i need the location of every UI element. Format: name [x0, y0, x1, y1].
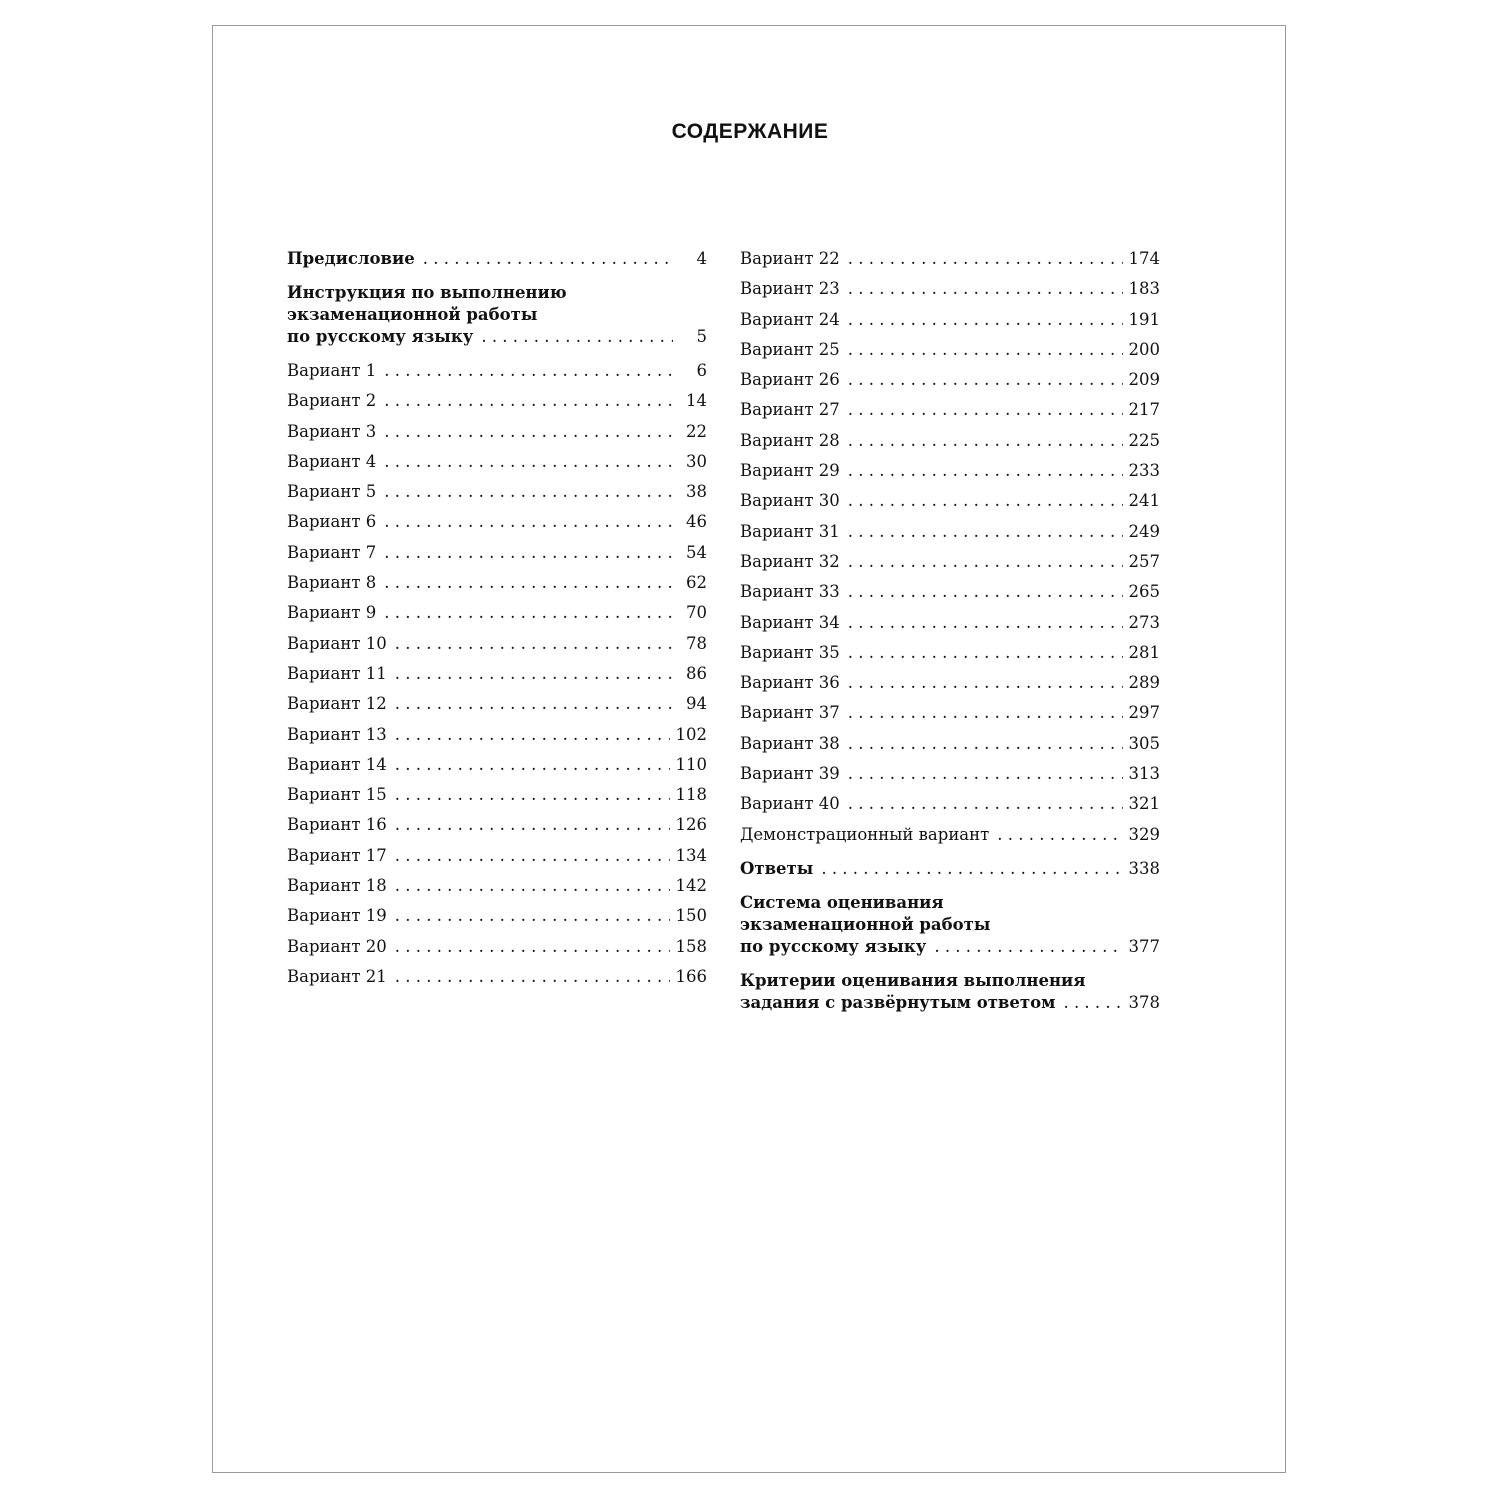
toc-entry-line — [740, 490, 1160, 512]
toc-entry-line — [287, 875, 707, 897]
toc-entry-label: Вариант 13 — [287, 724, 387, 744]
toc-entry-line — [740, 581, 1160, 603]
toc-entry-line — [287, 633, 707, 655]
dot-leader — [384, 451, 673, 473]
toc-entry-label: Вариант 30 — [740, 491, 840, 511]
toc-entry-label: Вариант 16 — [287, 815, 387, 835]
toc-entry-page-number: 166 — [675, 966, 707, 986]
toc-entry-line — [287, 572, 707, 594]
dot-leader — [848, 672, 1123, 694]
toc-entry-line — [287, 451, 707, 473]
toc-entry-page-number: 134 — [675, 845, 707, 865]
toc-entry-label: Вариант 32 — [740, 551, 840, 571]
page-title: СОДЕРЖАНИЕ — [671, 120, 829, 143]
toc-entry-label: Вариант 11 — [287, 663, 387, 683]
toc-entry — [740, 672, 1160, 694]
toc-entry-line — [287, 693, 707, 715]
toc-entry-page-number: 110 — [675, 754, 707, 774]
toc-entry-page-number: 46 — [686, 512, 707, 532]
toc-entry-line — [287, 724, 707, 746]
toc-entry-line — [287, 421, 707, 443]
toc-entry-label: Вариант 24 — [740, 309, 840, 329]
toc-entry — [287, 693, 707, 715]
toc-entry — [740, 521, 1160, 543]
dot-leader — [395, 875, 670, 897]
toc-entry-line — [740, 612, 1160, 634]
dot-leader — [848, 733, 1123, 755]
toc-entry-page-number: 191 — [1128, 309, 1160, 329]
toc-entry-line — [740, 733, 1160, 755]
toc-entry — [287, 282, 707, 348]
dot-leader — [395, 845, 670, 867]
toc-entry — [287, 360, 707, 382]
toc-entry-page-number: 94 — [686, 694, 707, 714]
toc-entry-label: Вариант 39 — [740, 764, 840, 784]
toc-entry-line — [287, 966, 707, 988]
dot-leader — [384, 602, 673, 624]
toc-entry — [287, 542, 707, 564]
toc-entry — [740, 369, 1160, 391]
toc-entry — [740, 430, 1160, 452]
toc-entry-label: Вариант 33 — [740, 582, 840, 602]
toc-entry — [740, 793, 1160, 815]
toc-entry-page-number: 102 — [675, 724, 707, 744]
dot-leader — [384, 360, 673, 382]
toc-entry-page-number: 62 — [686, 573, 707, 593]
toc-entry-label: Вариант 31 — [740, 521, 840, 541]
toc-entry — [287, 905, 707, 927]
toc-entry — [287, 421, 707, 443]
dot-leader — [934, 936, 1122, 958]
toc-entry-page-number: 217 — [1128, 400, 1160, 420]
toc-entry-line — [740, 369, 1160, 391]
dot-leader — [848, 339, 1123, 361]
dot-leader — [395, 905, 670, 927]
toc-entry-label: Вариант 38 — [740, 733, 840, 753]
toc-entry-label: задания с развёрнутым ответом — [740, 992, 1056, 1012]
toc-entry-line — [740, 399, 1160, 421]
toc-entry-page-number: 273 — [1128, 612, 1160, 632]
toc-entry-label: Вариант 12 — [287, 694, 387, 714]
toc-entry-label: Вариант 22 — [740, 249, 840, 268]
toc-entry-line — [287, 754, 707, 776]
dot-leader — [395, 633, 673, 655]
toc-entry-label: Вариант 36 — [740, 673, 840, 693]
toc-entry-page-number: 265 — [1128, 582, 1160, 602]
toc-entry-page-number: 126 — [675, 815, 707, 835]
toc-entry — [287, 633, 707, 655]
toc-entry-page-number: 338 — [1128, 858, 1160, 878]
dot-leader — [384, 511, 673, 533]
toc-entry-page-number: 183 — [1128, 279, 1160, 299]
toc-entry-page-number: 281 — [1128, 642, 1160, 662]
toc-entry — [740, 858, 1160, 880]
toc-entry-label: Вариант 37 — [740, 703, 840, 723]
toc-entry-line — [740, 992, 1160, 1014]
toc-entry — [740, 460, 1160, 482]
dot-leader — [848, 793, 1123, 815]
dot-leader — [384, 421, 673, 443]
toc-entry — [287, 784, 707, 806]
toc-entry-label: Вариант 7 — [287, 542, 377, 562]
toc-entry — [287, 875, 707, 897]
toc-entry-label: Вариант 27 — [740, 400, 840, 420]
toc-entry-label: Вариант 3 — [287, 421, 377, 441]
toc-entry — [740, 399, 1160, 421]
toc-entry-page-number: 233 — [1128, 461, 1160, 481]
dot-leader — [848, 702, 1123, 724]
toc-entry-page-number: 313 — [1128, 764, 1160, 784]
toc-entry — [287, 936, 707, 958]
toc-entry — [287, 966, 707, 988]
toc-entry-label: Вариант 19 — [287, 906, 387, 926]
toc-entry — [740, 824, 1160, 846]
toc-entry-line — [740, 309, 1160, 331]
toc-entry — [740, 490, 1160, 512]
toc-entry-label: Вариант 4 — [287, 451, 377, 471]
toc-entry-line — [287, 905, 707, 927]
toc-entry-page-number: 78 — [686, 633, 707, 653]
toc-right-column — [740, 248, 1160, 1026]
toc-entry-line — [287, 248, 707, 270]
toc-entry — [740, 642, 1160, 664]
toc-entry-line — [740, 521, 1160, 543]
toc-entry-page-number: 54 — [686, 542, 707, 562]
toc-entry-heading-line: экзаменационной работы — [287, 305, 538, 324]
toc-entry-page-number: 86 — [686, 663, 707, 683]
toc-entry-line — [287, 845, 707, 867]
toc-entry-page-number: 289 — [1128, 673, 1160, 693]
toc-entry — [740, 278, 1160, 300]
toc-entry-line — [287, 814, 707, 836]
toc-entry — [287, 572, 707, 594]
toc-entry-page-number: 174 — [1128, 249, 1160, 268]
toc-entry-line — [287, 602, 707, 624]
toc-entry-line — [740, 278, 1160, 300]
toc-entry-label: Вариант 14 — [287, 754, 387, 774]
toc-entry-line — [740, 430, 1160, 452]
toc-entry-line — [287, 542, 707, 564]
toc-entry-page-number: 257 — [1128, 551, 1160, 571]
toc-entry-line — [740, 551, 1160, 573]
toc-entry-line — [740, 642, 1160, 664]
toc-entry — [287, 754, 707, 776]
toc-entry-label: Вариант 5 — [287, 482, 377, 502]
toc-entry-page-number: 378 — [1128, 992, 1160, 1012]
toc-entry-line — [740, 460, 1160, 482]
toc-entry-label: Вариант 18 — [287, 876, 387, 896]
toc-entry-label: Вариант 26 — [740, 370, 840, 390]
toc-entry-label: Вариант 21 — [287, 966, 387, 986]
toc-entry-label: Вариант 2 — [287, 391, 377, 411]
toc-entry — [740, 892, 1160, 958]
toc-entry-line — [740, 763, 1160, 785]
toc-entry-heading-line: Система оценивания — [740, 892, 944, 912]
toc-entry — [740, 612, 1160, 634]
toc-entry-line — [740, 824, 1160, 846]
dot-leader — [395, 966, 670, 988]
toc-entry-page-number: 6 — [696, 361, 707, 380]
toc-entry — [287, 663, 707, 685]
toc-entry-line — [287, 326, 707, 348]
toc-entry-page-number: 30 — [686, 451, 707, 471]
toc-entry-label: Вариант 23 — [740, 279, 840, 299]
toc-entry — [287, 845, 707, 867]
toc-entry-line — [287, 936, 707, 958]
toc-entry-page-number: 22 — [686, 421, 707, 441]
dot-leader — [848, 581, 1123, 603]
toc-entry-page-number: 225 — [1128, 430, 1160, 450]
toc-entry-heading-line: Критерии оценивания выполнения — [740, 970, 1086, 990]
toc-entry — [287, 814, 707, 836]
dot-leader — [997, 824, 1122, 846]
dot-leader — [395, 663, 673, 685]
toc-entry-label: Вариант 35 — [740, 642, 840, 662]
toc-entry — [740, 702, 1160, 724]
toc-entry-line — [740, 248, 1160, 270]
toc-entry-label: Ответы — [740, 858, 814, 878]
toc-entry-line — [287, 663, 707, 685]
toc-entry-page-number: 158 — [675, 936, 707, 956]
toc-entry-label: Вариант 1 — [287, 361, 377, 380]
toc-entry-label: Вариант 6 — [287, 512, 377, 532]
toc-left-column — [287, 248, 707, 996]
toc-entry — [287, 511, 707, 533]
toc-entry — [740, 763, 1160, 785]
toc-entry-page-number: 38 — [686, 482, 707, 502]
dot-leader — [395, 784, 670, 806]
toc-entry — [740, 733, 1160, 755]
dot-leader — [395, 693, 673, 715]
dot-leader — [384, 572, 673, 594]
toc-entry-label: Вариант 28 — [740, 430, 840, 450]
dot-leader — [848, 612, 1123, 634]
toc-entry-label: Вариант 40 — [740, 794, 840, 814]
toc-entry-line — [740, 793, 1160, 815]
toc-entry-page-number: 5 — [696, 327, 707, 346]
toc-entry — [740, 309, 1160, 331]
toc-entry-page-number: 150 — [675, 906, 707, 926]
toc-entry-page-number: 321 — [1128, 794, 1160, 814]
dot-leader — [395, 724, 670, 746]
toc-entry — [740, 248, 1160, 270]
dot-leader — [848, 430, 1123, 452]
toc-entry-line — [740, 339, 1160, 361]
toc-entry-page-number: 70 — [686, 603, 707, 623]
toc-entry-label: по русскому языку — [287, 327, 474, 346]
dot-leader — [848, 278, 1123, 300]
dot-leader — [848, 460, 1123, 482]
toc-entry-label: Вариант 10 — [287, 633, 387, 653]
toc-entry-page-number: 377 — [1128, 936, 1160, 956]
dot-leader — [481, 326, 673, 348]
toc-entry-page-number: 241 — [1128, 491, 1160, 511]
dot-leader — [384, 481, 673, 503]
toc-entry — [287, 602, 707, 624]
toc-entry — [740, 339, 1160, 361]
toc-entry-label: Вариант 29 — [740, 461, 840, 481]
toc-entry-page-number: 14 — [686, 391, 707, 411]
toc-entry-label: по русскому языку — [740, 936, 927, 956]
toc-entry — [287, 390, 707, 412]
toc-entry-label: Вариант 17 — [287, 845, 387, 865]
toc-entry-label: Вариант 20 — [287, 936, 387, 956]
toc-entry-label: Вариант 8 — [287, 573, 377, 593]
toc-entry-line — [740, 936, 1160, 958]
toc-entry-line — [740, 702, 1160, 724]
dot-leader — [423, 248, 673, 270]
dot-leader — [848, 369, 1123, 391]
dot-leader — [848, 551, 1123, 573]
toc-entry-page-number: 200 — [1128, 339, 1160, 359]
toc-entry-line — [287, 360, 707, 382]
dot-leader — [395, 754, 670, 776]
toc-entry-page-number: 118 — [675, 785, 707, 805]
dot-leader — [848, 309, 1123, 331]
toc-entry-label: Вариант 25 — [740, 339, 840, 359]
toc-entry-label: Вариант 9 — [287, 603, 377, 623]
dot-leader — [848, 521, 1123, 543]
toc-entry — [287, 451, 707, 473]
dot-leader — [395, 936, 670, 958]
dot-leader — [848, 763, 1123, 785]
toc-entry — [740, 970, 1160, 1014]
dot-leader — [848, 248, 1123, 270]
toc-entry-label: Вариант 15 — [287, 785, 387, 805]
toc-entry — [287, 724, 707, 746]
toc-entry-label: Вариант 34 — [740, 612, 840, 632]
dot-leader — [848, 399, 1123, 421]
toc-entry-page-number: 209 — [1128, 370, 1160, 390]
dot-leader — [384, 542, 673, 564]
dot-leader — [1063, 992, 1122, 1014]
toc-entry — [740, 551, 1160, 573]
toc-entry-page-number: 297 — [1128, 703, 1160, 723]
toc-entry-heading-line: Инструкция по выполнению — [287, 283, 567, 302]
dot-leader — [848, 490, 1123, 512]
toc-entry — [287, 248, 707, 270]
toc-entry-label: Предисловие — [287, 249, 415, 268]
dot-leader — [384, 390, 673, 412]
toc-entry-line — [740, 858, 1160, 880]
dot-leader — [848, 642, 1123, 664]
toc-entry-line — [287, 511, 707, 533]
toc-entry-page-number: 4 — [696, 249, 707, 268]
toc-entry-line — [287, 481, 707, 503]
toc-entry — [287, 481, 707, 503]
toc-entry-line — [287, 390, 707, 412]
toc-entry-page-number: 305 — [1128, 733, 1160, 753]
dot-leader — [395, 814, 670, 836]
dot-leader — [821, 858, 1122, 880]
toc-entry-label: Демонстрационный вариант — [740, 824, 990, 844]
toc-entry-heading-line: экзаменационной работы — [740, 914, 991, 934]
toc-entry-page-number: 249 — [1128, 521, 1160, 541]
toc-entry-page-number: 329 — [1128, 824, 1160, 844]
toc-entry-line — [287, 784, 707, 806]
toc-entry — [740, 581, 1160, 603]
toc-entry-page-number: 142 — [675, 876, 707, 896]
toc-entry-line — [740, 672, 1160, 694]
